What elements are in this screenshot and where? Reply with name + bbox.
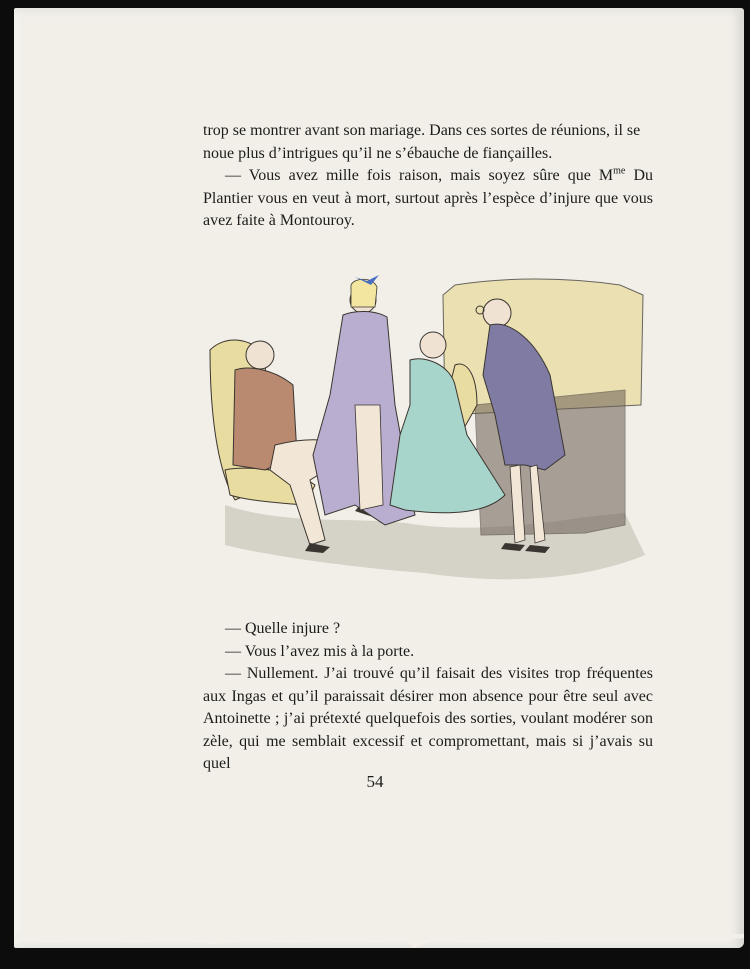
text-line: noue plus d’intrigues qu’il ne s’ébauche de fiançailles. bbox=[203, 144, 553, 162]
text-line: trop se montrer avant son mariage. Dans ces sortes de réunions, il se bbox=[203, 122, 641, 139]
figure-seated-man-head bbox=[246, 341, 274, 369]
dialogue-paragraph bbox=[203, 165, 653, 233]
dialogue-line: — Quelle injure ? bbox=[225, 620, 341, 637]
bottom-text-block bbox=[203, 618, 653, 776]
page-number: 54 bbox=[366, 772, 384, 791]
figure-seated-woman-head bbox=[420, 332, 446, 358]
illustration bbox=[205, 255, 650, 595]
dialogue-line: — Vous l’avez mis à la porte. bbox=[225, 642, 415, 660]
superscript: me bbox=[613, 165, 626, 177]
figure-standing-man-head bbox=[483, 299, 511, 327]
dialogue-paragraph: — Nullement. J’ai trouvé qu’il faisait des visites trop fréquentes aux Ingas et qu’il paraissait désirer mon absence pour être seul avec Antoinette ; j’ai prétexté quelquefois des sorties, voulant modérer son zèle, qui me semblait excessif et compromettant, mais si j’avais su quel bbox=[203, 665, 653, 772]
top-text-block bbox=[203, 120, 653, 233]
page-bottom-edge bbox=[14, 934, 744, 958]
text-span: — Vous avez mille fois raison, mais soyez sûre que M bbox=[225, 167, 614, 184]
text-span: Du Plantier vous en veut à mort, surtout après l’espèce d’injure que vous avez faite à Montouroy. bbox=[203, 167, 653, 229]
